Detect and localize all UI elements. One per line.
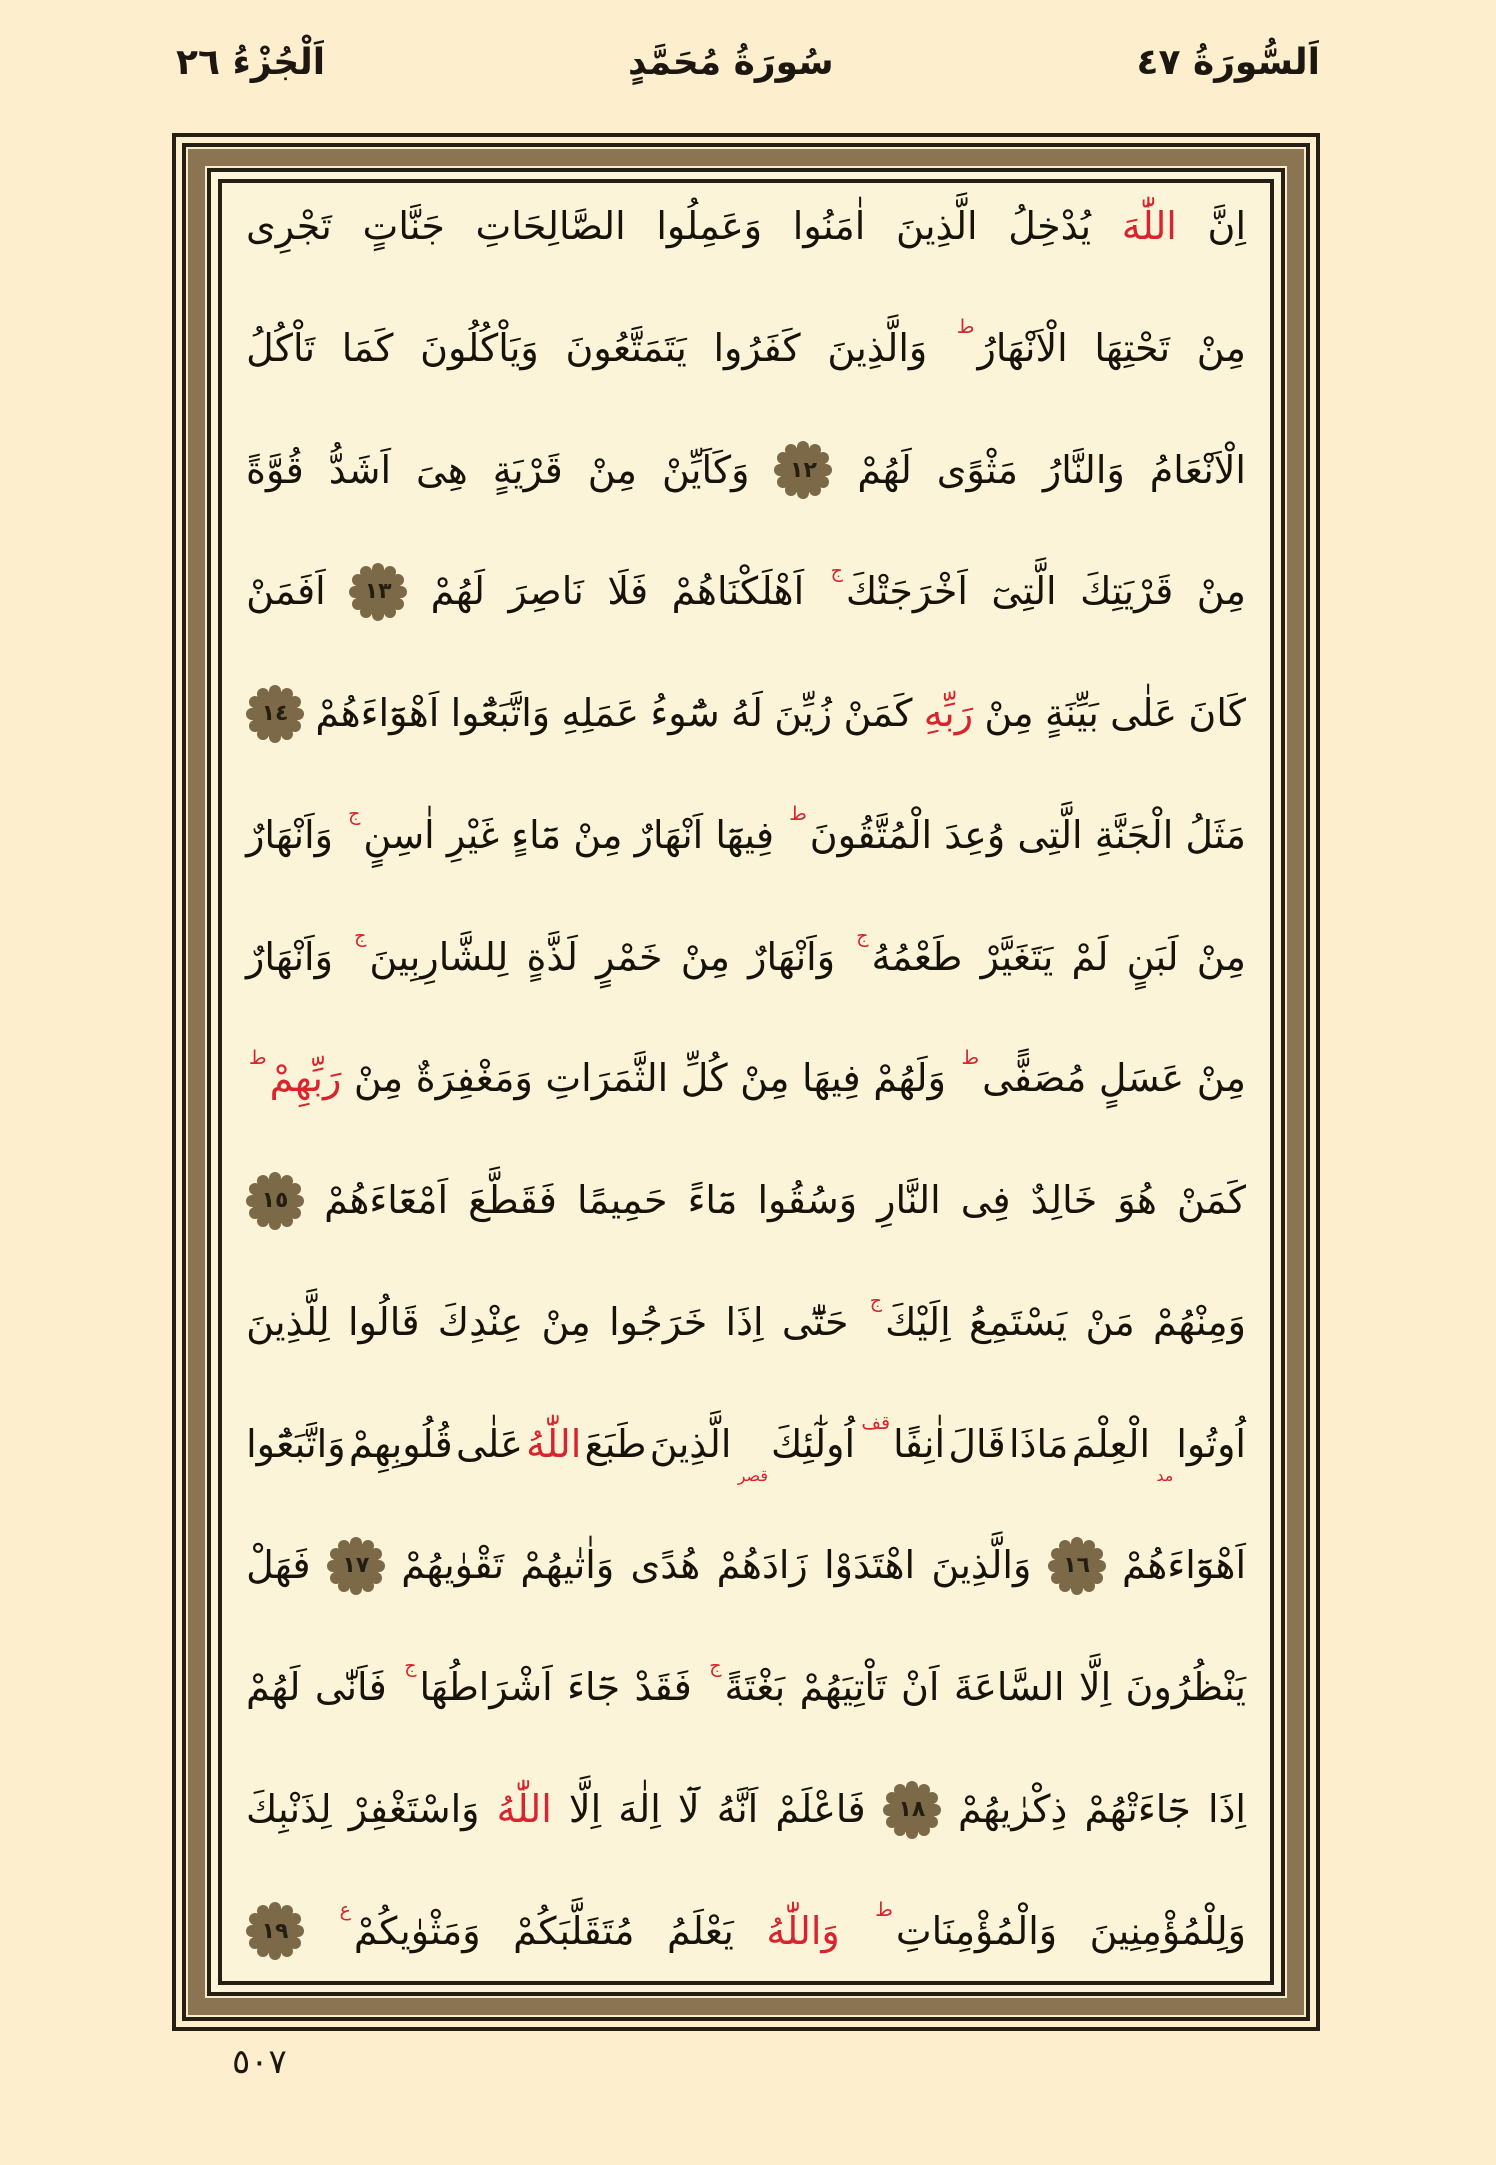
divine-name-word: رَبِّهِ (923, 691, 974, 735)
quran-word: نَاصِرَ (508, 569, 584, 614)
quran-word: الْاَنْهَارُط (956, 316, 1068, 370)
quran-word: فَهَلْ (246, 1543, 311, 1588)
quran-word: وَلَهُمْ (873, 1056, 946, 1101)
quran-word: وُعِدَ (944, 812, 1006, 857)
quran-word: اَشْرَاطُهَاج (404, 1655, 553, 1709)
quran-word: بَغْتَةًج (709, 1655, 786, 1709)
quran-word: فِى (960, 1178, 1011, 1222)
quran-word: اِلَيْكَج (869, 1290, 951, 1344)
quran-word: لَهُمْ (246, 1665, 301, 1709)
quran-word: اَنَّهُ (716, 1786, 759, 1831)
quran-line-8 (246, 1046, 1246, 1103)
quran-word: قَرْيَةٍ (492, 447, 563, 492)
quran-word: طَبَعَ (584, 1421, 647, 1466)
quran-word: تَحْتِهَا (1094, 325, 1171, 370)
quran-word: جَنَّاتٍ (362, 204, 445, 248)
quran-word: اِلَّا (1078, 1665, 1112, 1709)
divine-name-word: اللّٰهُ (526, 1421, 582, 1466)
quran-word: غَيْرِ (446, 812, 500, 857)
quran-line-3 (246, 447, 1246, 495)
verse-marker: ١٥ (252, 1178, 298, 1224)
quran-word: اِلٰهَ (618, 1786, 661, 1831)
quran-word: وَكَاَيِّنْ (661, 447, 750, 492)
surah-title: سُورَةُ مُحَمَّدٍ (627, 42, 834, 83)
quran-word: اِلَّا (568, 1786, 602, 1831)
quran-word: هِىَ (416, 447, 468, 492)
quran-word: وَسُقُوا (757, 1178, 858, 1222)
quran-word: اَفَمَنْ (246, 569, 326, 614)
quran-word: لَهُمْ (430, 569, 486, 614)
quran-word: وَاتَّبَعُٓوا (450, 691, 551, 735)
quran-word: فَاَنّٰى (314, 1665, 387, 1709)
quran-word: يَنْظُرُونَ (1125, 1665, 1246, 1709)
quran-line-6 (246, 803, 1246, 860)
quran-line-12 (246, 1542, 1246, 1590)
quran-word: زَادَهُمْ (716, 1543, 808, 1588)
quran-word: هُوَ (1117, 1178, 1157, 1222)
quran-word: لِذَنْبِكَ (246, 1786, 332, 1831)
quran-word: يَتَغَيَّرْ (980, 934, 1054, 979)
verse-marker: ١٨ (889, 1787, 935, 1833)
quran-word: فِيهَا (801, 1056, 861, 1101)
quran-word: خَالِدٌ (1030, 1178, 1098, 1222)
quran-word: اٰمَنُوا (792, 204, 866, 248)
quran-word: اِذَا (725, 1299, 764, 1344)
divine-name-word: وَاللّٰهُ (766, 1908, 840, 1953)
quran-word: فَلَا (607, 569, 649, 614)
quran-word: لَذَّةٍ (526, 934, 578, 979)
quran-word: اَنْهَارٌ (634, 812, 704, 857)
quran-line-11 (246, 1411, 1246, 1486)
quran-line-15 (246, 1898, 1246, 1956)
quran-word: وَاٰتٰيهُمْ (520, 1543, 615, 1588)
verse-marker: ١٣ (355, 569, 401, 615)
quran-word: عِنْدِكَ (437, 1299, 524, 1344)
quran-word: اٰنِفًاقف (861, 1411, 946, 1466)
quran-word: مَثْوًى (936, 447, 1018, 492)
quran-word: لَهُمْ (857, 447, 912, 492)
quran-word: حَمِيمًا (577, 1178, 668, 1222)
quran-word: لِلشَّارِبِينَج (354, 924, 509, 979)
quran-word: كَانَ (1188, 691, 1246, 735)
quran-word: فَاعْلَمْ (775, 1786, 866, 1831)
quran-word: وَاَنْهَارٌ (246, 934, 333, 979)
quran-word: حَتّٰٓى (781, 1299, 849, 1344)
quran-word: وَيَاْكُلُونَ (420, 325, 539, 370)
quran-word: اِنَّ (1207, 204, 1246, 248)
quran-word: مُصَفًّىط (961, 1046, 1087, 1101)
quran-word: كَمَنْ (1177, 1178, 1246, 1222)
quran-word: فَقَدْ (634, 1665, 692, 1709)
quran-word: الَّتِىٓ (991, 569, 1057, 614)
quran-word: لَمْ (1071, 934, 1109, 979)
quran-word: عَلٰى (455, 1421, 523, 1466)
divine-name-word: اللّٰهَ (1121, 204, 1177, 248)
frame-brown-band (188, 149, 1304, 2015)
quran-word: الَّذِينَ (649, 1421, 732, 1466)
quran-word: اَخْرَجَتْكَج (830, 559, 968, 614)
quran-word: وَالنَّارُ (1042, 447, 1125, 492)
quran-word: اُولٰٓئِكَقصر (737, 1421, 856, 1486)
quran-word: اَهْوَٓاءَهُمْ (1122, 1543, 1246, 1588)
quran-word: الَّذِينَ (896, 204, 978, 248)
quran-word: قَرْيَتِكَ (1080, 569, 1174, 614)
quran-word: سُٓوءُ (650, 691, 720, 735)
quran-line-13 (246, 1655, 1246, 1712)
verse-marker: ١٤ (252, 691, 298, 737)
quran-word: مِنْ (1196, 325, 1246, 370)
quran-word: عَلٰى (1110, 691, 1178, 735)
quran-word: قَالُوا (347, 1299, 420, 1344)
quran-word: الْمُتَّقُونَط (789, 803, 933, 857)
juz-label: اَلْجُزْءُ ٢٦ (176, 42, 326, 83)
quran-word: لَهُ (731, 691, 763, 735)
quran-word: كُلِّ (680, 1056, 728, 1101)
quran-word: مِنْ (984, 691, 1034, 735)
quran-word: السَّاعَةَ (953, 1665, 1065, 1709)
quran-word: الَّتِى (1017, 812, 1083, 857)
quran-word: مَثَلُ (1185, 812, 1246, 857)
quran-word: الْاَنْعَامُ (1149, 447, 1246, 492)
page-header (176, 42, 1320, 83)
quran-word: بَيِّنَةٍ (1044, 691, 1099, 735)
quran-word: تَقْوٰيهُمْ (401, 1543, 505, 1588)
quran-word: وَمَثْوٰيكُمْع (339, 1898, 481, 1953)
quran-word: لِلَّذِينَ (246, 1299, 330, 1344)
quran-word: وَاتَّبَعُٓوا (246, 1421, 346, 1466)
frame-second-border (182, 143, 1310, 2021)
quran-word: يَعْلَمُ (667, 1908, 734, 1953)
divine-name-word: رَبِّهِمْط (249, 1046, 342, 1101)
quran-word: قَالَ (948, 1421, 1006, 1466)
quran-word: كَفَرُوا (713, 325, 801, 370)
quran-word: الْجَنَّةِ (1094, 812, 1174, 857)
quran-word: مِنْ (541, 1299, 591, 1344)
quran-word: زُيِّنَ (774, 691, 833, 735)
quran-word: مِنْ (1196, 1056, 1246, 1101)
quran-word: اَهْلَكْنَاهُمْ (671, 569, 805, 614)
quran-word: مِنْ (680, 934, 730, 979)
frame-inner-border (218, 179, 1274, 1985)
quran-word: اَنْ (901, 1665, 940, 1709)
quran-word: لَٓا (677, 1786, 700, 1831)
quran-word: وَالْمُؤْمِنَاتِط (875, 1898, 1058, 1953)
quran-line-7 (246, 924, 1246, 982)
quran-line-10 (246, 1290, 1246, 1347)
quran-word: مِنْ (573, 812, 623, 857)
quran-word: خَرَجُوا (609, 1299, 708, 1344)
quran-word: تَاْكُلُ (246, 325, 316, 370)
quran-word: اٰسِنٍج (348, 803, 435, 857)
quran-word: يَسْتَمِعُ (969, 1299, 1068, 1344)
quran-line-5 (246, 690, 1246, 738)
quran-word: اَهْوَٓاءَهُمْ (315, 691, 440, 735)
verse-marker: ١٩ (252, 1908, 298, 1954)
quran-word: خَمْرٍ (596, 934, 663, 979)
quran-line-2 (246, 316, 1246, 373)
quran-word: جَٓاءَ (567, 1665, 621, 1709)
quran-word: كَمَنْ (843, 691, 913, 735)
quran-word: جَٓاءَتْهُمْ (1084, 1786, 1191, 1831)
divine-name-word: اللّٰهُ (496, 1786, 552, 1831)
quran-word: فَقَطَّعَ (468, 1178, 557, 1222)
verse-marker: ١٢ (780, 447, 826, 493)
page-number: ٥٠٧ (232, 2042, 287, 2082)
quran-word: مِنْ (1196, 569, 1246, 614)
quran-word: وَاَنْهَارٌ (246, 812, 333, 857)
verse-marker: ١٧ (333, 1543, 379, 1589)
quran-word: تَاْتِيَهُمْ (799, 1665, 887, 1709)
quran-word: مُتَقَلَّبَكُمْ (513, 1908, 635, 1953)
quran-word: وَاسْتَغْفِرْ (348, 1786, 480, 1831)
quran-word: طَعْمُهُج (856, 924, 963, 979)
quran-word: مِنْ (587, 447, 638, 492)
quran-word: وَاَنْهَارٌ (748, 934, 836, 979)
quran-word: الْعِلْمَ (1071, 1421, 1151, 1466)
quran-word: وَالَّذِينَ (827, 325, 928, 370)
quran-word: مِنْ (353, 1056, 404, 1101)
quran-word: اَشَدُّ (328, 447, 392, 492)
quran-line-9 (246, 1177, 1246, 1225)
quran-word: وَلِلْمُؤْمِنِينَ (1089, 1908, 1246, 1953)
surah-number-label: اَلسُّورَةُ ٤٧ (1136, 42, 1320, 83)
quran-word: تَجْرِى (246, 204, 332, 248)
quran-word: اهْتَدَوْا (824, 1543, 916, 1588)
quran-word: ذِكْرٰيهُمْ (957, 1786, 1068, 1831)
quran-word: عَمَلِهِ (561, 691, 640, 735)
quran-word: فِيهَٓا (715, 812, 775, 857)
quran-word: اِذَا (1207, 1786, 1246, 1831)
frame-outer-border (172, 133, 1320, 2031)
quran-word: وَمَغْفِرَةٌ (415, 1056, 533, 1101)
quran-text-area (222, 183, 1270, 1981)
quran-word: مَٓاءً (687, 1178, 738, 1222)
quran-word: هُدًى (630, 1543, 701, 1588)
quran-line-4 (246, 559, 1246, 616)
quran-word: وَالَّذِينَ (931, 1543, 1032, 1588)
quran-word: مَٓاءٍ (511, 812, 562, 857)
quran-word: كَمَا (341, 325, 394, 370)
quran-word: اَمْعَٓاءَهُمْ (324, 1178, 449, 1222)
quran-word: لَبَنٍ (1126, 934, 1179, 979)
quran-line-1 (246, 203, 1246, 251)
quran-word: عَسَلٍ (1098, 1056, 1185, 1101)
verse-marker: ١٦ (1054, 1543, 1100, 1589)
quran-word: مِنْ (740, 1056, 790, 1101)
quran-word: وَمِنْهُمْ (1153, 1299, 1246, 1344)
frame-third-border (207, 168, 1285, 1996)
quran-line-14 (246, 1786, 1246, 1834)
quran-word: قُوَّةً (246, 447, 304, 492)
quran-word: مِنْ (1196, 934, 1246, 979)
quran-word: مَنْ (1085, 1299, 1135, 1344)
quran-word: مَاذَا (1008, 1421, 1069, 1466)
quran-word: قُلُوبِهِمْ (348, 1421, 453, 1466)
quran-word: وَعَمِلُوا (656, 204, 763, 248)
quran-word: اُوتُوامد (1156, 1421, 1246, 1486)
quran-word: النَّارِ (877, 1178, 941, 1222)
quran-word: الثَّمَرَاتِ (545, 1056, 669, 1101)
quran-word: الصَّالِحَاتِ (475, 204, 626, 248)
quran-word: يُدْخِلُ (1008, 204, 1092, 248)
quran-word: يَتَمَتَّعُونَ (565, 325, 687, 370)
